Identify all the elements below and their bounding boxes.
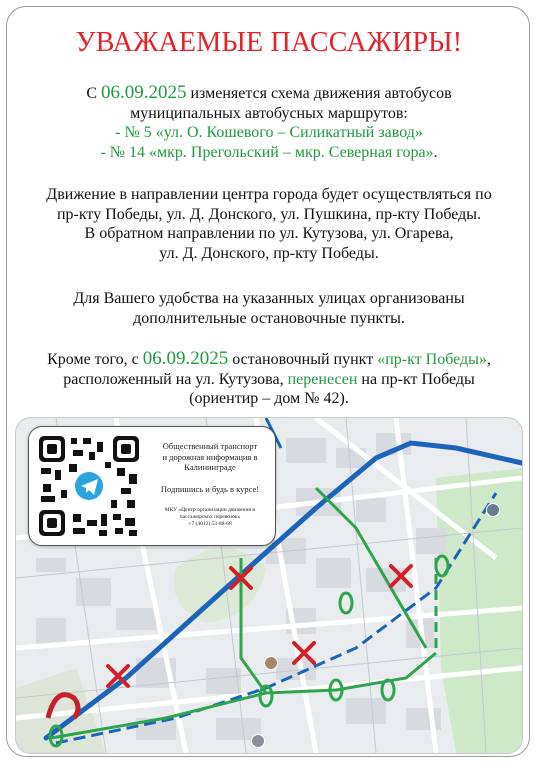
- stop-date: 06.09.2025: [142, 348, 229, 369]
- stop-name: «пр-кт Победы»: [377, 351, 487, 368]
- place-photo-marker: [486, 503, 500, 517]
- route-14: - № 14 «мкр. Прегольский – мкр. Северная гора»: [100, 143, 434, 161]
- qr-panel-org: МКУ «Центр организации движения и пассажирских перевозок» +7 (4012) 53-88-68: [164, 507, 256, 527]
- place-photo-marker: [251, 734, 265, 748]
- qr-panel: [28, 426, 276, 546]
- convenience-paragraph: Для Вашего удобства на указанных улицах организованы дополнительные остановочные пункты.: [73, 290, 465, 327]
- notice-card: [6, 6, 530, 757]
- route-14-line: - № 14 «мкр. Прегольский – мкр. Северная гора».: [100, 143, 438, 161]
- intro-paragraph: [7, 83, 530, 162]
- intro-line-2: муниципальных автобусных маршрутов:: [130, 104, 408, 122]
- intro-line-1: С 06.09.2025 изменяется схема движения автобусов: [86, 82, 452, 103]
- qr-code-icon: [37, 434, 141, 538]
- qr-panel-slogan: Подпишись и будь в курсе!: [160, 484, 260, 494]
- route-5: - № 5 «ул. О. Кошевого – Силикатный завод»: [115, 124, 423, 141]
- moved-word: перенесен: [287, 370, 358, 388]
- place-photo-marker: [264, 656, 278, 670]
- notice-title: УВАЖАЕМЫЕ ПАССАЖИРЫ!: [75, 27, 463, 58]
- direction-paragraph: Движение в направлении центра города будет осуществляться по пр-кту Победы, ул. Д. Донского, ул. Пушкина, пр-кту Победы. В обратном направлении по ул. Кутузова, ул. Огарева, ул. Д. Донского, пр-кту Победы.: [46, 186, 492, 262]
- route-map: [15, 417, 523, 754]
- qr-panel-title: Общественный транспорт и дорожная информация в Калининграде: [162, 441, 258, 472]
- change-date: 06.09.2025: [100, 82, 187, 103]
- park-area-2: [174, 548, 266, 623]
- stop-paragraph: Кроме того, с 06.09.2025 остановочный пункт «пр-кт Победы», расположенный на ул. Кутузова, перенесен на пр-кт Победы (ориентир – дом № 42).: [47, 348, 491, 407]
